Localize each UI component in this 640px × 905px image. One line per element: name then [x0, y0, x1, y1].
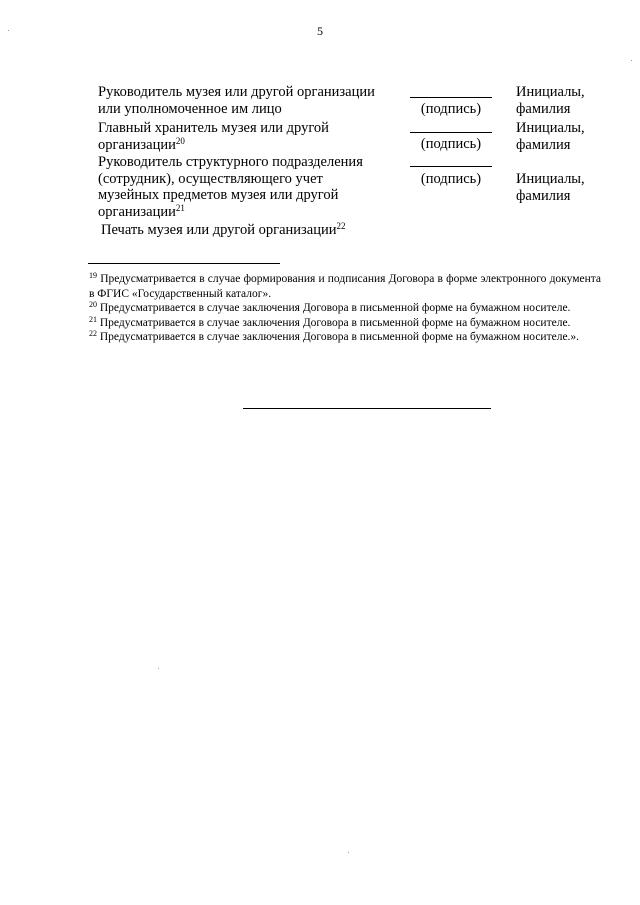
scan-speck: [158, 668, 159, 669]
name-line: фамилия: [516, 187, 571, 204]
role-line: [98, 137, 398, 154]
footnote-20: [89, 301, 601, 316]
footnote-separator: [88, 263, 280, 264]
signature-role: [98, 84, 398, 117]
footnotes: [89, 272, 601, 345]
end-of-section-rule: [243, 408, 491, 409]
footnote-number: 22: [89, 329, 97, 339]
footnote-number: 20: [89, 300, 97, 310]
footnote-21: [89, 316, 601, 331]
footnote-ref: 21: [175, 202, 185, 213]
role-line: Руководитель структурного подразделения: [98, 154, 363, 170]
footnote-ref: 20: [175, 135, 185, 146]
signature-line: [410, 166, 492, 167]
role-line: (сотрудник), осуществляющего учет: [98, 170, 323, 187]
initials-surname: [516, 171, 616, 204]
signature-role: [98, 120, 398, 153]
footnote-text: Предусматривается в случае заключения Договора в письменной форме на бумажном носителе.: [99, 302, 571, 315]
signature-label: (подпись): [420, 101, 482, 117]
scan-speck: [348, 852, 349, 853]
initials-surname: [516, 84, 616, 117]
role-line: [98, 204, 398, 221]
footnote-text: Предусматривается в случае заключения Договора в письменной форме на бумажном носителе.: [99, 316, 571, 329]
role-text: организации: [98, 136, 176, 153]
footnote-19: [89, 272, 601, 301]
role-line: музейных предметов музея или другой: [98, 187, 339, 203]
scan-speck: [8, 30, 9, 31]
signature-line: [410, 132, 492, 133]
footnote-number: 21: [89, 314, 97, 324]
name-line: фамилия: [516, 100, 571, 117]
footnote-text: Предусматривается в случае формирования и подписания Договора в форме электронного документа в ФГИС «Государственный каталог».: [89, 273, 601, 300]
page-number: 5: [317, 24, 323, 38]
signature-label: (подпись): [420, 136, 482, 152]
name-line: Инициалы,: [516, 120, 585, 136]
role-text: организации: [98, 203, 176, 220]
role-line: или уполномоченное им лицо: [98, 100, 282, 117]
name-line: Инициалы,: [516, 84, 585, 100]
signature-line: [410, 97, 492, 98]
role-line: Руководитель музея или другой организации: [98, 84, 375, 100]
signature-label: (подпись): [420, 171, 482, 187]
role-line: Главный хранитель музея или другой: [98, 120, 329, 136]
initials-surname: [516, 120, 616, 153]
seal-label: [101, 222, 421, 239]
name-line: фамилия: [516, 136, 571, 153]
name-line: Инициалы,: [516, 171, 585, 187]
footnote-text: Предусматривается в случае заключения Договора в письменной форме на бумажном носителе.».: [99, 331, 580, 344]
footnote-number: 19: [89, 271, 97, 280]
footnote-22: [89, 330, 601, 345]
scan-speck: [631, 60, 632, 61]
footnote-ref: 22: [336, 221, 346, 231]
signature-role: [98, 154, 398, 220]
seal-text: Печать музея или другой организации: [101, 222, 337, 238]
